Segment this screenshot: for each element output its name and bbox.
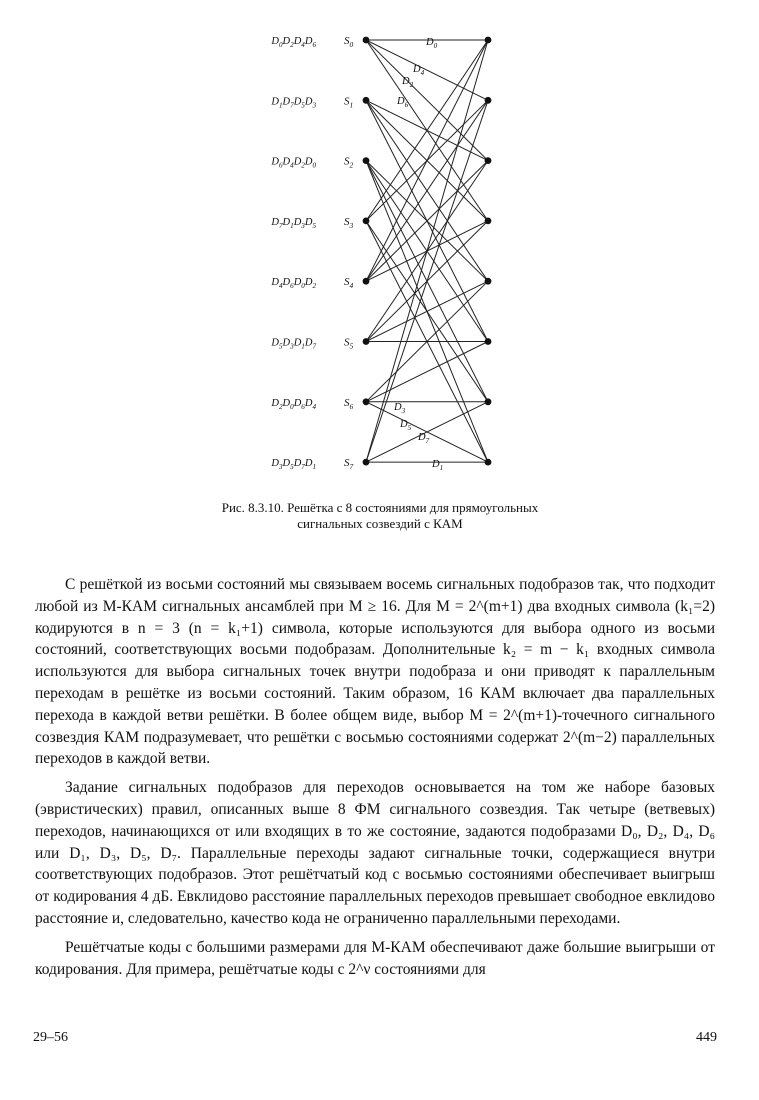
state-node-left-6 [363,398,370,405]
trellis-branch-7-0 [366,40,488,462]
state-label: $S_4$ [344,276,354,291]
branch-label-top: $D_6$ [397,96,409,109]
state-node-left-7 [363,459,370,466]
state-node-left-0 [363,37,370,44]
trellis-branch-4-0 [366,40,488,281]
state-node-right-1 [485,97,492,104]
page-number: 449 [696,1030,717,1045]
state-node-left-1 [363,97,370,104]
trellis-edges [366,40,488,462]
branch-label-top: $D_4$ [413,64,425,77]
state-label: $S_6$ [344,396,354,411]
branch-label-bottom: $D_7$ [418,432,430,445]
subset-label: $D_2D_0D_6D_4$ [271,397,316,411]
branch-label-top: $D_2$ [402,76,414,89]
state-label: $S_0$ [344,35,354,49]
state-node-right-5 [485,338,492,345]
state-node-left-2 [363,157,370,164]
caption-line-2: сигнальных созвездий с КАМ [297,516,463,531]
subset-label: $D_1D_7D_5D_3$ [271,96,316,110]
figure-caption [150,500,610,532]
state-node-right-7 [485,459,492,466]
state-node-left-3 [363,218,370,225]
subset-label: $D_4D_6D_0D_2$ [271,277,316,291]
footer-signature: 29–56 [33,1030,68,1045]
trellis-labels [270,35,443,472]
state-label: $S_3$ [344,215,354,230]
branch-label-bottom: $D_3$ [394,402,406,415]
trellis-branch-0-1 [366,40,488,100]
state-label: $S_5$ [344,336,354,351]
trellis-branch-0-2 [366,40,488,161]
branch-label-bottom: $D_5$ [400,419,412,432]
trellis-branch-6-5 [366,342,488,402]
state-node-right-6 [485,398,492,405]
branch-label-top: $D_0$ [426,37,438,50]
paragraph-2: Задание сигнальных подобразов для переходов основывается на том же наборе базовых (эвристических) правил, описанных выше 8 ФМ сигнального созвездия. Так четыре (ветвевых) переходов, начинающихся от или входящих в то же состояние, задаются подобразами D₀, D₂, D₄, D₆ или D₁, D₃, D₅, D₇. Параллельные переходы задают сигнальные точки, содержащиеся внутри соответствующих подобразов. Этот решётчатый код с восьмью состояниями обеспечивает выигрыш от кодирования 4 дБ. Евклидово расстояние параллельных переходов превышает свободное евклидово расстояние и, следовательно, качество кода не ограниченно параллельными переходами. [35,779,715,927]
state-label: $S_7$ [344,457,354,472]
state-label: $S_1$ [344,95,354,110]
state-node-right-0 [485,37,492,44]
state-label: $S_2$ [344,155,354,170]
state-node-left-4 [363,278,370,285]
trellis-branch-5-4 [366,281,488,341]
paragraph-1: С решёткой из восьми состояний мы связываем восемь сигнальных подобразов так, что подходит любой из M-КАМ сигнальных ансамблей при M ≥ 16. Для M = 2^(m+1) два входных символа (k₁=2) кодируются в n = 3 (n = k₁+1) символа, которые используются для выбора одного из восьми состояний, соответствующих восьми подобразам. Дополнительные k₂ = m − k₁ входных символа используются для выбора сигнальных точек внутри подобраза и они приводят к параллельным переходам в решётке из восьми состояний. Таким образом, 16 КАМ включает два параллельных перехода в каждой ветви решётки. В более общем виде, выбор M = 2^(m+1)-точечного сигнального созвездия КАМ подразумевает, что решётки с восьмью состояниями содержат 2^(m−2) параллельных переходов в каждой ветви. [35,576,715,768]
subset-label: $D_0D_2D_4D_6$ [271,36,316,49]
trellis-diagram [0,0,759,500]
state-node-left-5 [363,338,370,345]
subset-label: $D_3D_5D_7D_1$ [271,458,316,472]
subset-label: $D_7D_1D_3D_5$ [271,216,316,230]
state-node-right-2 [485,157,492,164]
state-node-right-3 [485,218,492,225]
caption-line-1: Рис. 8.3.10. Решётка с 8 состояниями для прямоугольных [221,500,539,515]
subset-label: $D_6D_4D_2D_0$ [271,156,316,170]
body-text [35,574,715,987]
branch-label-bottom: $D_1$ [432,459,444,472]
trellis-branch-7-1 [366,100,488,462]
paragraph-3: Решётчатые коды с большими размерами для М-КАМ обеспечивают даже большие выигрыши от кодирования. Для примера, решётчатые коды с 2^ν состояниями для [35,938,715,978]
subset-label: $D_5D_3D_1D_7$ [271,337,316,351]
state-node-right-4 [485,278,492,285]
